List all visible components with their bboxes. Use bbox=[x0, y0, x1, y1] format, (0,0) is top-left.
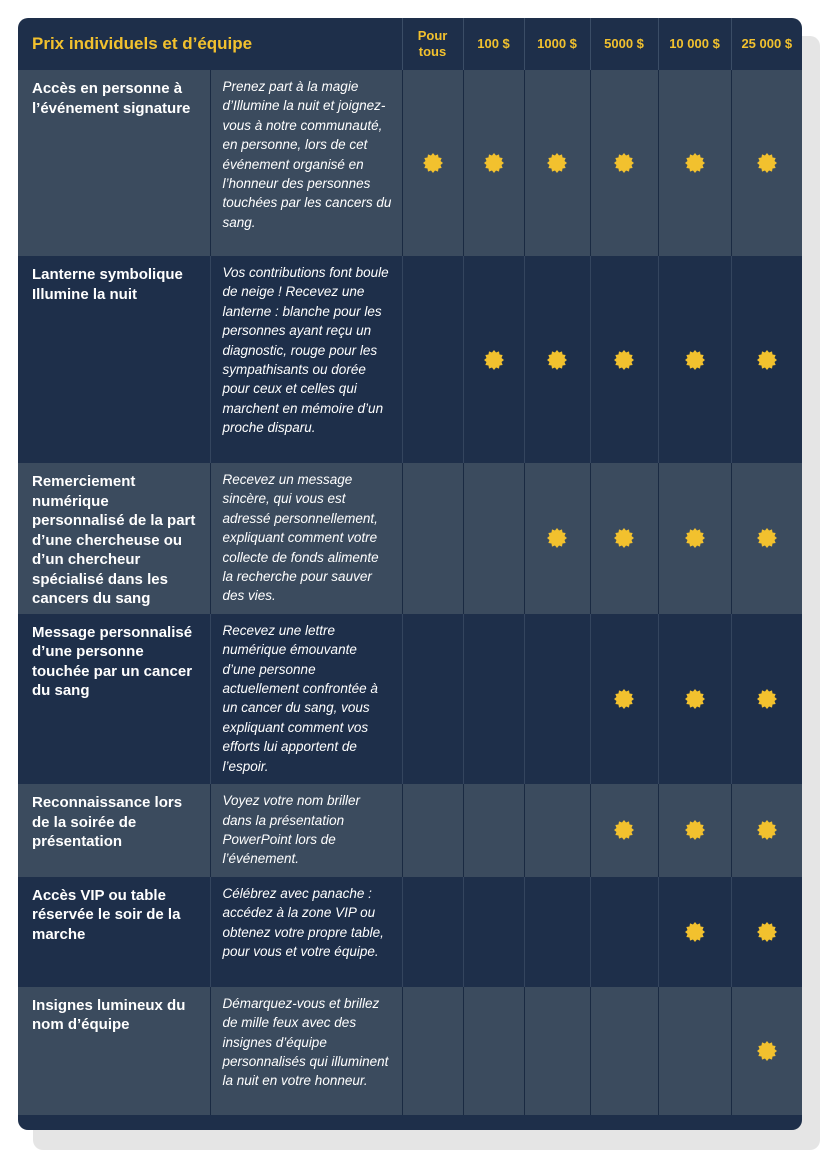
tier-cell bbox=[524, 877, 590, 987]
tier-cell bbox=[590, 614, 658, 784]
prize-name: Message personnalisé d’une personne touchée par un cancer du sang bbox=[32, 623, 193, 700]
prize-name: Lanterne symbolique Illumine la nuit bbox=[32, 266, 183, 303]
gold-seal-icon bbox=[614, 153, 634, 173]
tier-cell bbox=[402, 70, 463, 256]
tier-cell bbox=[402, 987, 463, 1115]
table-header-row bbox=[18, 18, 802, 70]
prize-description: Célébrez avec panache : accédez à la zone VIP ou obtenez votre propre table, pour vous et votre équipe. bbox=[210, 877, 402, 987]
gold-seal-icon bbox=[757, 820, 777, 840]
gold-seal-icon bbox=[547, 153, 567, 173]
tier-cell bbox=[658, 987, 731, 1115]
tier-cell bbox=[590, 256, 658, 463]
tier-cell bbox=[590, 463, 658, 614]
tier-header: 10 000 $ bbox=[658, 18, 731, 70]
tier-cell bbox=[658, 463, 731, 614]
gold-seal-icon bbox=[757, 1041, 777, 1061]
prize-description: Recevez une lettre numérique émouvante d’une personne actuellement confrontée à un cancer du sang, vous expliquant comment vos efforts lui apportent de l’espoir. bbox=[210, 614, 402, 784]
tier-cell bbox=[731, 987, 802, 1115]
gold-seal-icon bbox=[614, 820, 634, 840]
tier-cell bbox=[731, 463, 802, 614]
table-row bbox=[18, 987, 802, 1115]
table-body bbox=[18, 70, 802, 1115]
tier-cell bbox=[731, 877, 802, 987]
gold-seal-icon bbox=[685, 922, 705, 942]
table-row bbox=[18, 463, 802, 614]
tier-cell bbox=[524, 987, 590, 1115]
tier-cell bbox=[658, 877, 731, 987]
gold-seal-icon bbox=[685, 820, 705, 840]
gold-seal-icon bbox=[685, 153, 705, 173]
tier-header: Pour tous bbox=[402, 18, 463, 70]
gold-seal-icon bbox=[547, 528, 567, 548]
tier-header: 25 000 $ bbox=[731, 18, 802, 70]
prize-description: Démarquez-vous et brillez de mille feux avec des insignes d’équipe personnalisés qui illuminent la nuit en votre honneur. bbox=[210, 987, 402, 1115]
tier-cell bbox=[463, 614, 524, 784]
tier-cell bbox=[524, 614, 590, 784]
tier-cell bbox=[590, 784, 658, 877]
tier-header: 1000 $ bbox=[524, 18, 590, 70]
tier-cell bbox=[463, 784, 524, 877]
table-row bbox=[18, 784, 802, 877]
tier-cell bbox=[658, 256, 731, 463]
tier-cell bbox=[731, 256, 802, 463]
prize-table bbox=[18, 18, 802, 1115]
tier-cell bbox=[590, 877, 658, 987]
tier-cell bbox=[590, 987, 658, 1115]
tier-cell bbox=[524, 784, 590, 877]
tier-cell bbox=[731, 784, 802, 877]
table-row bbox=[18, 256, 802, 463]
gold-seal-icon bbox=[614, 528, 634, 548]
prize-description: Recevez un message sincère, qui vous est adressé personnellement, expliquant comment votre collecte de fonds alimente la recherche pour sauver des vies. bbox=[210, 463, 402, 614]
prize-name: Insignes lumineux du nom d’équipe bbox=[32, 996, 186, 1034]
tier-cell bbox=[524, 70, 590, 256]
gold-seal-icon bbox=[423, 153, 443, 173]
tier-cell bbox=[402, 784, 463, 877]
tier-cell bbox=[463, 463, 524, 614]
tier-cell bbox=[658, 784, 731, 877]
prize-table-card bbox=[18, 18, 802, 1130]
tier-cell bbox=[590, 70, 658, 256]
gold-seal-icon bbox=[757, 528, 777, 548]
tier-cell bbox=[524, 256, 590, 463]
tier-cell bbox=[402, 256, 463, 463]
table-row bbox=[18, 614, 802, 784]
gold-seal-icon bbox=[757, 153, 777, 173]
prize-name: Reconnaissance lors de la soirée de présentation bbox=[32, 794, 183, 851]
tier-cell bbox=[463, 70, 524, 256]
tier-cell bbox=[463, 877, 524, 987]
tier-header: 100 $ bbox=[463, 18, 524, 70]
gold-seal-icon bbox=[685, 689, 705, 709]
gold-seal-icon bbox=[484, 350, 504, 370]
gold-seal-icon bbox=[685, 528, 705, 548]
gold-seal-icon bbox=[614, 689, 634, 709]
table-title: Prix individuels et d’équipe bbox=[32, 34, 253, 53]
table-row bbox=[18, 877, 802, 987]
prize-description: Voyez votre nom briller dans la présentation PowerPoint lors de l’événement. bbox=[210, 784, 402, 877]
tier-cell bbox=[402, 877, 463, 987]
gold-seal-icon bbox=[614, 350, 634, 370]
tier-cell bbox=[402, 463, 463, 614]
prize-name: Accès VIP ou table réservée le soir de la marche bbox=[32, 886, 181, 943]
gold-seal-icon bbox=[685, 350, 705, 370]
tier-cell bbox=[658, 70, 731, 256]
gold-seal-icon bbox=[484, 153, 504, 173]
tier-cell bbox=[524, 463, 590, 614]
gold-seal-icon bbox=[757, 922, 777, 942]
gold-seal-icon bbox=[757, 350, 777, 370]
gold-seal-icon bbox=[547, 350, 567, 370]
prize-description: Prenez part à la magie d’Illumine la nuit et joignez-vous à notre communauté, en personne, lors de cet événement organisé en l’honneur des personnes touchées par les cancers du sang. bbox=[210, 70, 402, 256]
tier-cell bbox=[463, 987, 524, 1115]
prize-name: Accès en personne à l’événement signature bbox=[32, 80, 191, 117]
table-row bbox=[18, 70, 802, 256]
prize-name: Remerciement numérique personnalisé de la part d’une chercheuse ou d’un chercheur spécialisé dans les cancers du sang bbox=[32, 473, 196, 607]
tier-header: 5000 $ bbox=[590, 18, 658, 70]
prize-description: Vos contributions font boule de neige ! Recevez une lanterne : blanche pour les personnes ayant reçu un diagnostic, rouge pour les sympathisants ou dorée pour ceux et celles qui marchent en mémoire d’un proche disparu. bbox=[210, 256, 402, 463]
tier-cell bbox=[731, 614, 802, 784]
gold-seal-icon bbox=[757, 689, 777, 709]
tier-cell bbox=[463, 256, 524, 463]
tier-cell bbox=[731, 70, 802, 256]
tier-cell bbox=[402, 614, 463, 784]
tier-cell bbox=[658, 614, 731, 784]
